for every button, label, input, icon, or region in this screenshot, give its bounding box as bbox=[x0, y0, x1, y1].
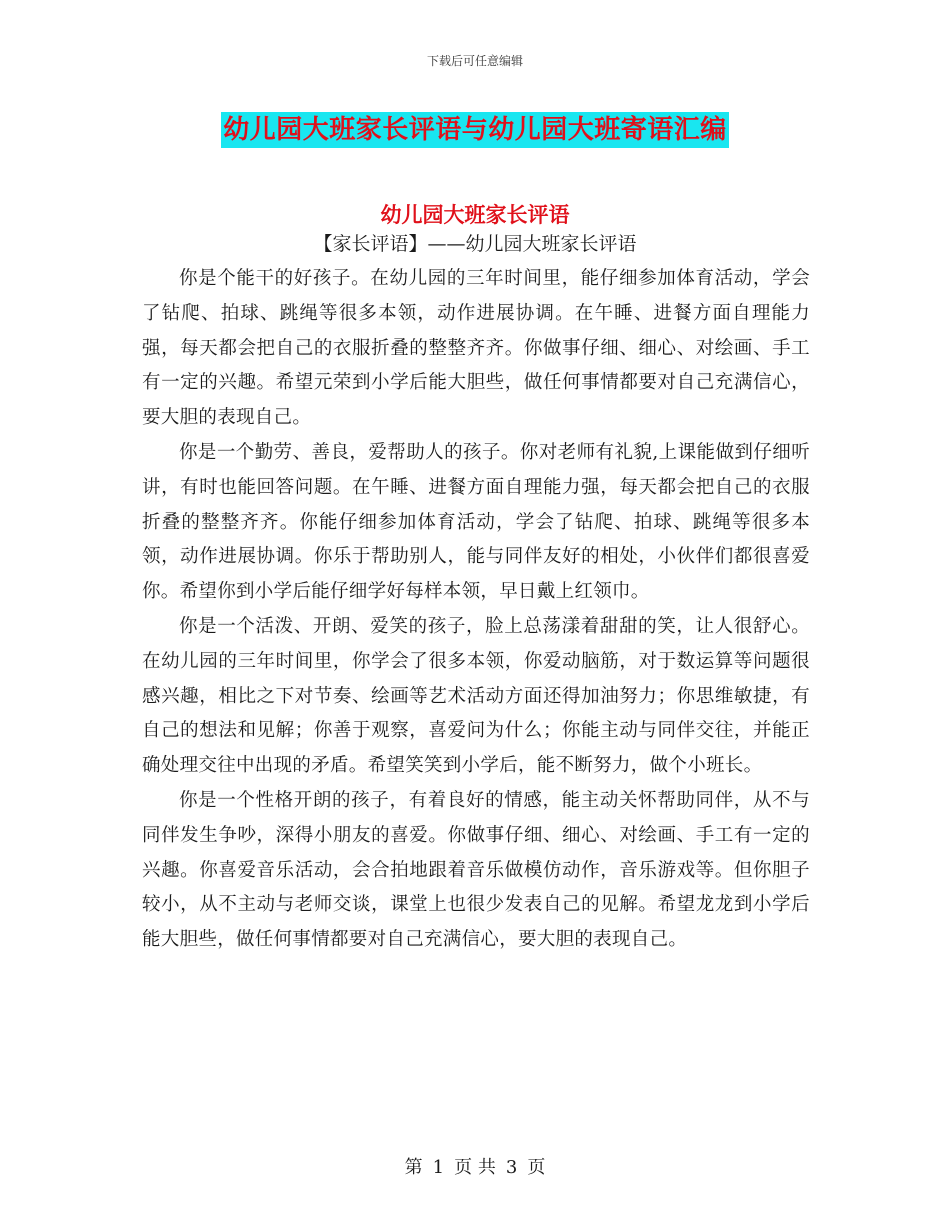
footer-prefix: 第 bbox=[404, 1157, 423, 1178]
main-title: 幼儿园大班家长评语与幼儿园大班寄语汇编 bbox=[221, 112, 729, 148]
footer-page-number: 1 bbox=[432, 1157, 445, 1178]
paragraph-1: 你是个能干的好孩子。在幼儿园的三年时间里，能仔细参加体育活动，学会了钻爬、拍球、跳绳等很多本领，动作进展协调。在午睡、进餐方面自理能力强，每天都会把自己的衣服折叠的整整齐齐。你做事仔细、细心、对绘画、手工有一定的兴趣。希望元荣到小学后能大胆些，做任何事情都要对自己充满信心，要大胆的表现自己。 bbox=[142, 268, 810, 429]
page-footer bbox=[0, 1153, 950, 1179]
header-note: 下载后可任意编辑 bbox=[426, 54, 523, 68]
section-subtitle: 【家长评语】——幼儿园大班家长评语 bbox=[313, 233, 637, 255]
paragraph-2: 你是一个勤劳、善良，爱帮助人的孩子。你对老师有礼貌,上课能做到仔细听讲，有时也能回答问题。在午睡、进餐方面自理能力强，每天都会把自己的衣服折叠的整整齐齐。你能仔细参加体育活动，学会了钻爬、拍球、跳绳等很多本领，动作进展协调。你乐于帮助别人，能与同伴友好的相处，小伙伴们都很喜爱你。希望你到小学后能仔细学好每样本领，早日戴上红领巾。 bbox=[142, 441, 810, 603]
footer-middle: 页 共 bbox=[454, 1157, 496, 1178]
paragraph-4: 你是一个性格开朗的孩子，有着良好的情感，能主动关怀帮助同伴，从不与同伴发生争吵，深得小朋友的喜爱。你做事仔细、细心、对绘画、手工有一定的兴趣。你喜爱音乐活动，会合拍地跟着音乐做模仿动作，音乐游戏等。但你胆子较小，从不主动与老师交谈，课堂上也很少发表自己的见解。希望龙龙到小学后能大胆些，做任何事情都要对自己充满信心，要大胆的表现自己。 bbox=[142, 789, 810, 951]
document-body bbox=[142, 262, 810, 958]
footer-total-pages: 3 bbox=[505, 1157, 518, 1178]
paragraph-3: 你是一个活泼、开朗、爱笑的孩子，脸上总荡漾着甜甜的笑，让人很舒心。在幼儿园的三年时间里，你学会了很多本领，你爱动脑筋，对于数运算等问题很感兴趣，相比之下对节奏、绘画等艺术活动方面还得加油努力；你思维敏捷，有自己的想法和见解；你善于观察，喜爱问为什么；你能主动与同伴交往，并能正确处理交往中出现的矛盾。希望笑笑到小学后，能不断努力，做个小班长。 bbox=[142, 615, 810, 777]
main-title-container bbox=[0, 112, 950, 148]
section-title: 幼儿园大班家长评语 bbox=[380, 203, 570, 227]
footer-suffix: 页 bbox=[527, 1157, 546, 1178]
